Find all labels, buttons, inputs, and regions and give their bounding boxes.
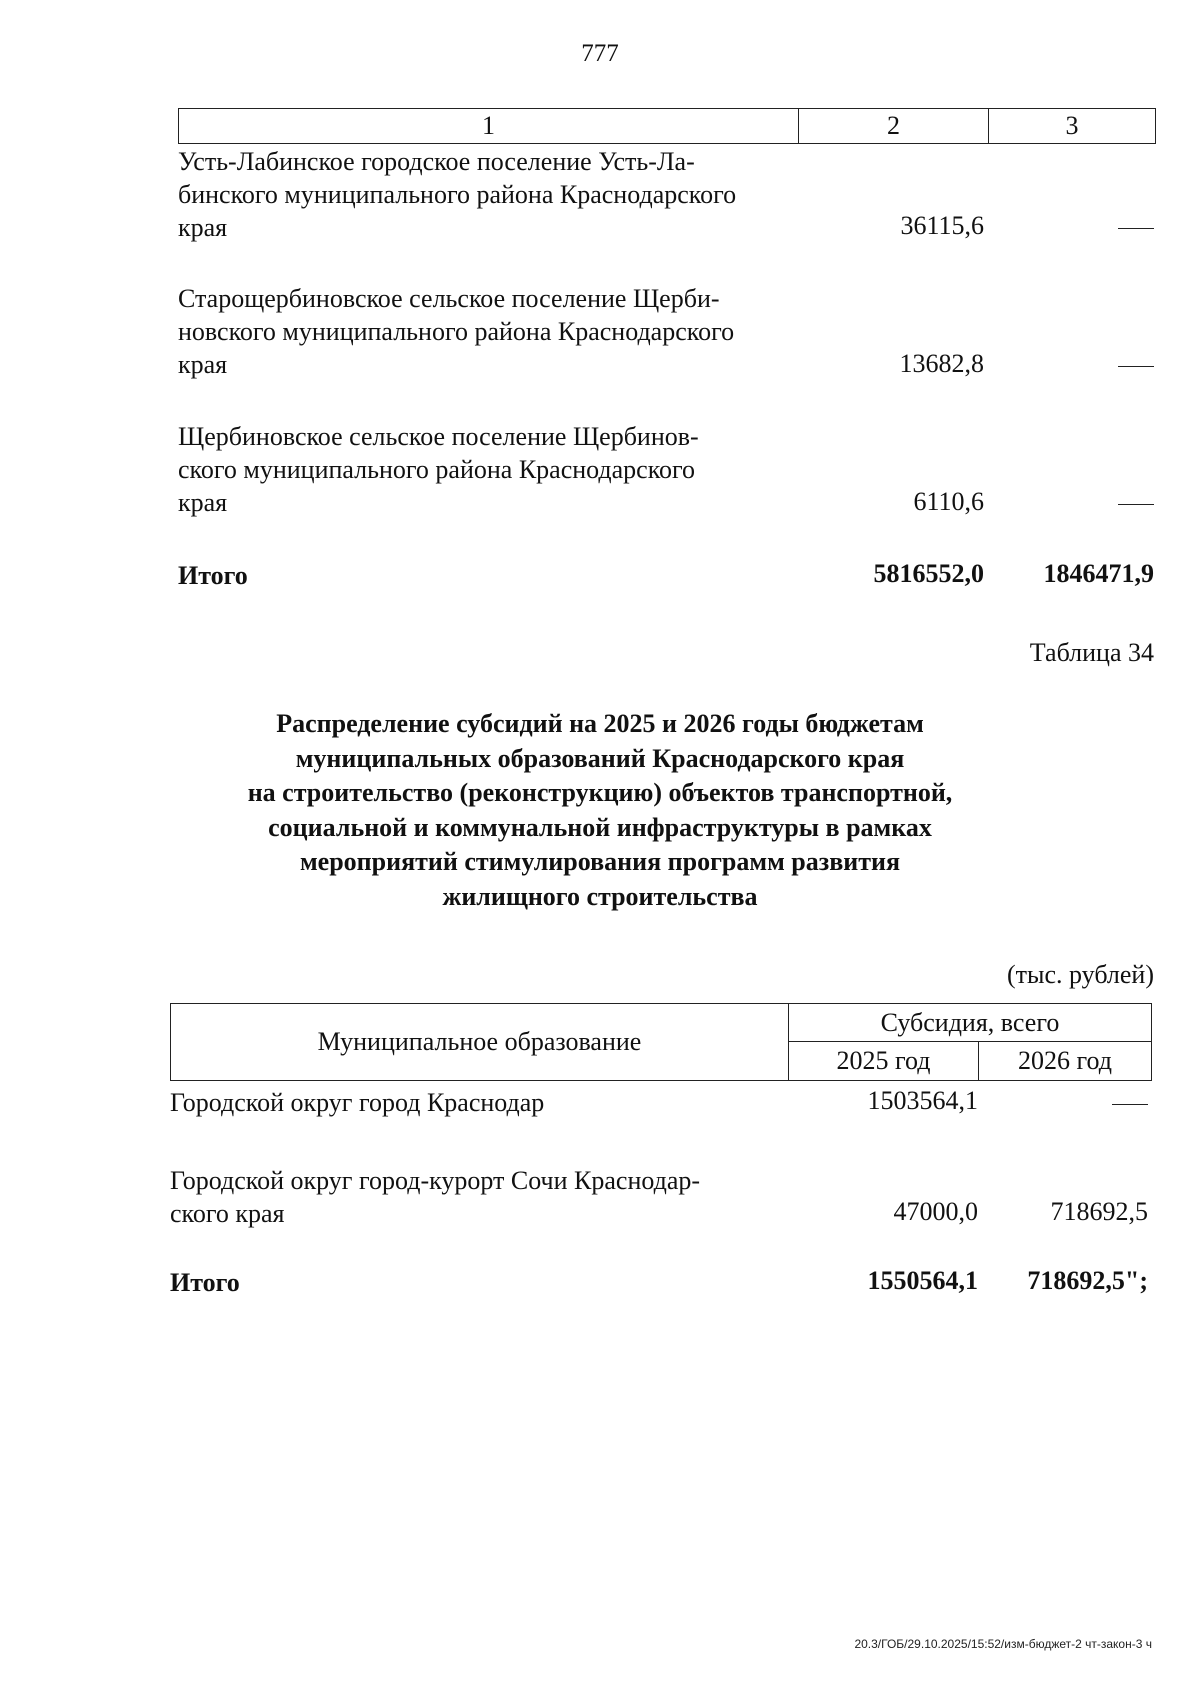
table2-row1-line1: Городской округ город Краснодар bbox=[170, 1088, 545, 1117]
table-title bbox=[180, 707, 1020, 914]
table1-row2-line3: края bbox=[178, 350, 228, 379]
title-line2: муниципальных образований Краснодарского края bbox=[295, 743, 905, 773]
table1-header-col1: 1 bbox=[179, 109, 799, 143]
table2-row2-line1: Городской округ город-курорт Сочи Краснодар- bbox=[170, 1166, 701, 1195]
table2-row1-year1: 1503564,1 bbox=[867, 1086, 978, 1115]
table1-header-col3: 3 bbox=[1065, 111, 1079, 140]
table1-header-col2: 2 bbox=[799, 109, 989, 143]
page-number: 777 bbox=[581, 40, 619, 67]
table2-total-year1: 1550564,1 bbox=[867, 1266, 978, 1295]
table1-row3-line1: Щербиновское сельское поселение Щербинов- bbox=[178, 422, 699, 451]
table1-row1-col2: 36115,6 bbox=[900, 211, 984, 240]
table1-total-col2: 5816552,0 bbox=[873, 559, 984, 588]
title-line1: Распределение субсидий на 2025 и 2026 годы бюджетам bbox=[276, 709, 924, 738]
footer-reference: 20.3/ГОБ/29.10.2025/15:52/изм-бюджет-2 чт-закон-3 ч bbox=[854, 1637, 1152, 1651]
table2-header-subsidy: Субсидия, всего bbox=[789, 1004, 1151, 1042]
table1-row1-line2: бинского муниципального района Краснодарского bbox=[178, 180, 737, 209]
table1-row3-col3-dash bbox=[1118, 504, 1154, 505]
title-line3: на строительство (реконструкцию) объектов транспортной, bbox=[247, 778, 953, 807]
table2-header-municipality: Муниципальное образование bbox=[171, 1004, 789, 1080]
table2-row1-year2-dash bbox=[1112, 1104, 1148, 1105]
units-label: (тыс. рублей) bbox=[1006, 960, 1154, 989]
table1-row1-line3: края bbox=[178, 213, 228, 242]
table2-row2-name bbox=[170, 1164, 786, 1230]
table1-header bbox=[178, 108, 1156, 144]
title-line5: мероприятий стимулирования программ развития bbox=[299, 847, 901, 876]
table-number: Таблица 34 bbox=[1029, 638, 1154, 667]
table2-row2-year1: 47000,0 bbox=[893, 1197, 978, 1226]
table1-row2-col3-dash bbox=[1118, 366, 1154, 367]
title-line4: социальной и коммунальной инфраструктуры в рамках bbox=[268, 812, 932, 842]
table1-row2-name bbox=[178, 282, 794, 381]
table1-row3-line2: ского муниципального района Краснодарского bbox=[178, 455, 696, 484]
table1-row2-line1: Старощербиновское сельское поселение Щерби- bbox=[178, 284, 720, 313]
table2-row1-name bbox=[170, 1086, 786, 1119]
table2-total-year2: 718692,5"; bbox=[1027, 1266, 1148, 1295]
table2-header-year2: 2026 год bbox=[1018, 1046, 1112, 1075]
table1-row1-name bbox=[178, 145, 794, 244]
table1-total-col3: 1846471,9 bbox=[1043, 559, 1154, 588]
table2-row2-line2: ского края bbox=[170, 1199, 285, 1228]
table2-row2-year2: 718692,5 bbox=[1050, 1197, 1148, 1226]
table1-row3-line3: края bbox=[178, 488, 228, 517]
table1-row3-col2: 6110,6 bbox=[913, 487, 984, 516]
title-line6: жилищного строительства bbox=[442, 881, 758, 911]
table1-row2-line2: новского муниципального района Краснодарского bbox=[178, 317, 735, 346]
table2-header-year1: 2025 год bbox=[789, 1042, 979, 1080]
table1-row2-col2: 13682,8 bbox=[899, 349, 984, 378]
table1-row3-name bbox=[178, 420, 794, 519]
table2-total-label: Итого bbox=[170, 1268, 240, 1297]
table2-header bbox=[170, 1003, 1152, 1081]
table1-total-label: Итого bbox=[178, 561, 248, 590]
table1-row1-col3-dash bbox=[1118, 228, 1154, 229]
table1-row1-line1: Усть-Лабинское городское поселение Усть-Ла- bbox=[178, 147, 695, 176]
